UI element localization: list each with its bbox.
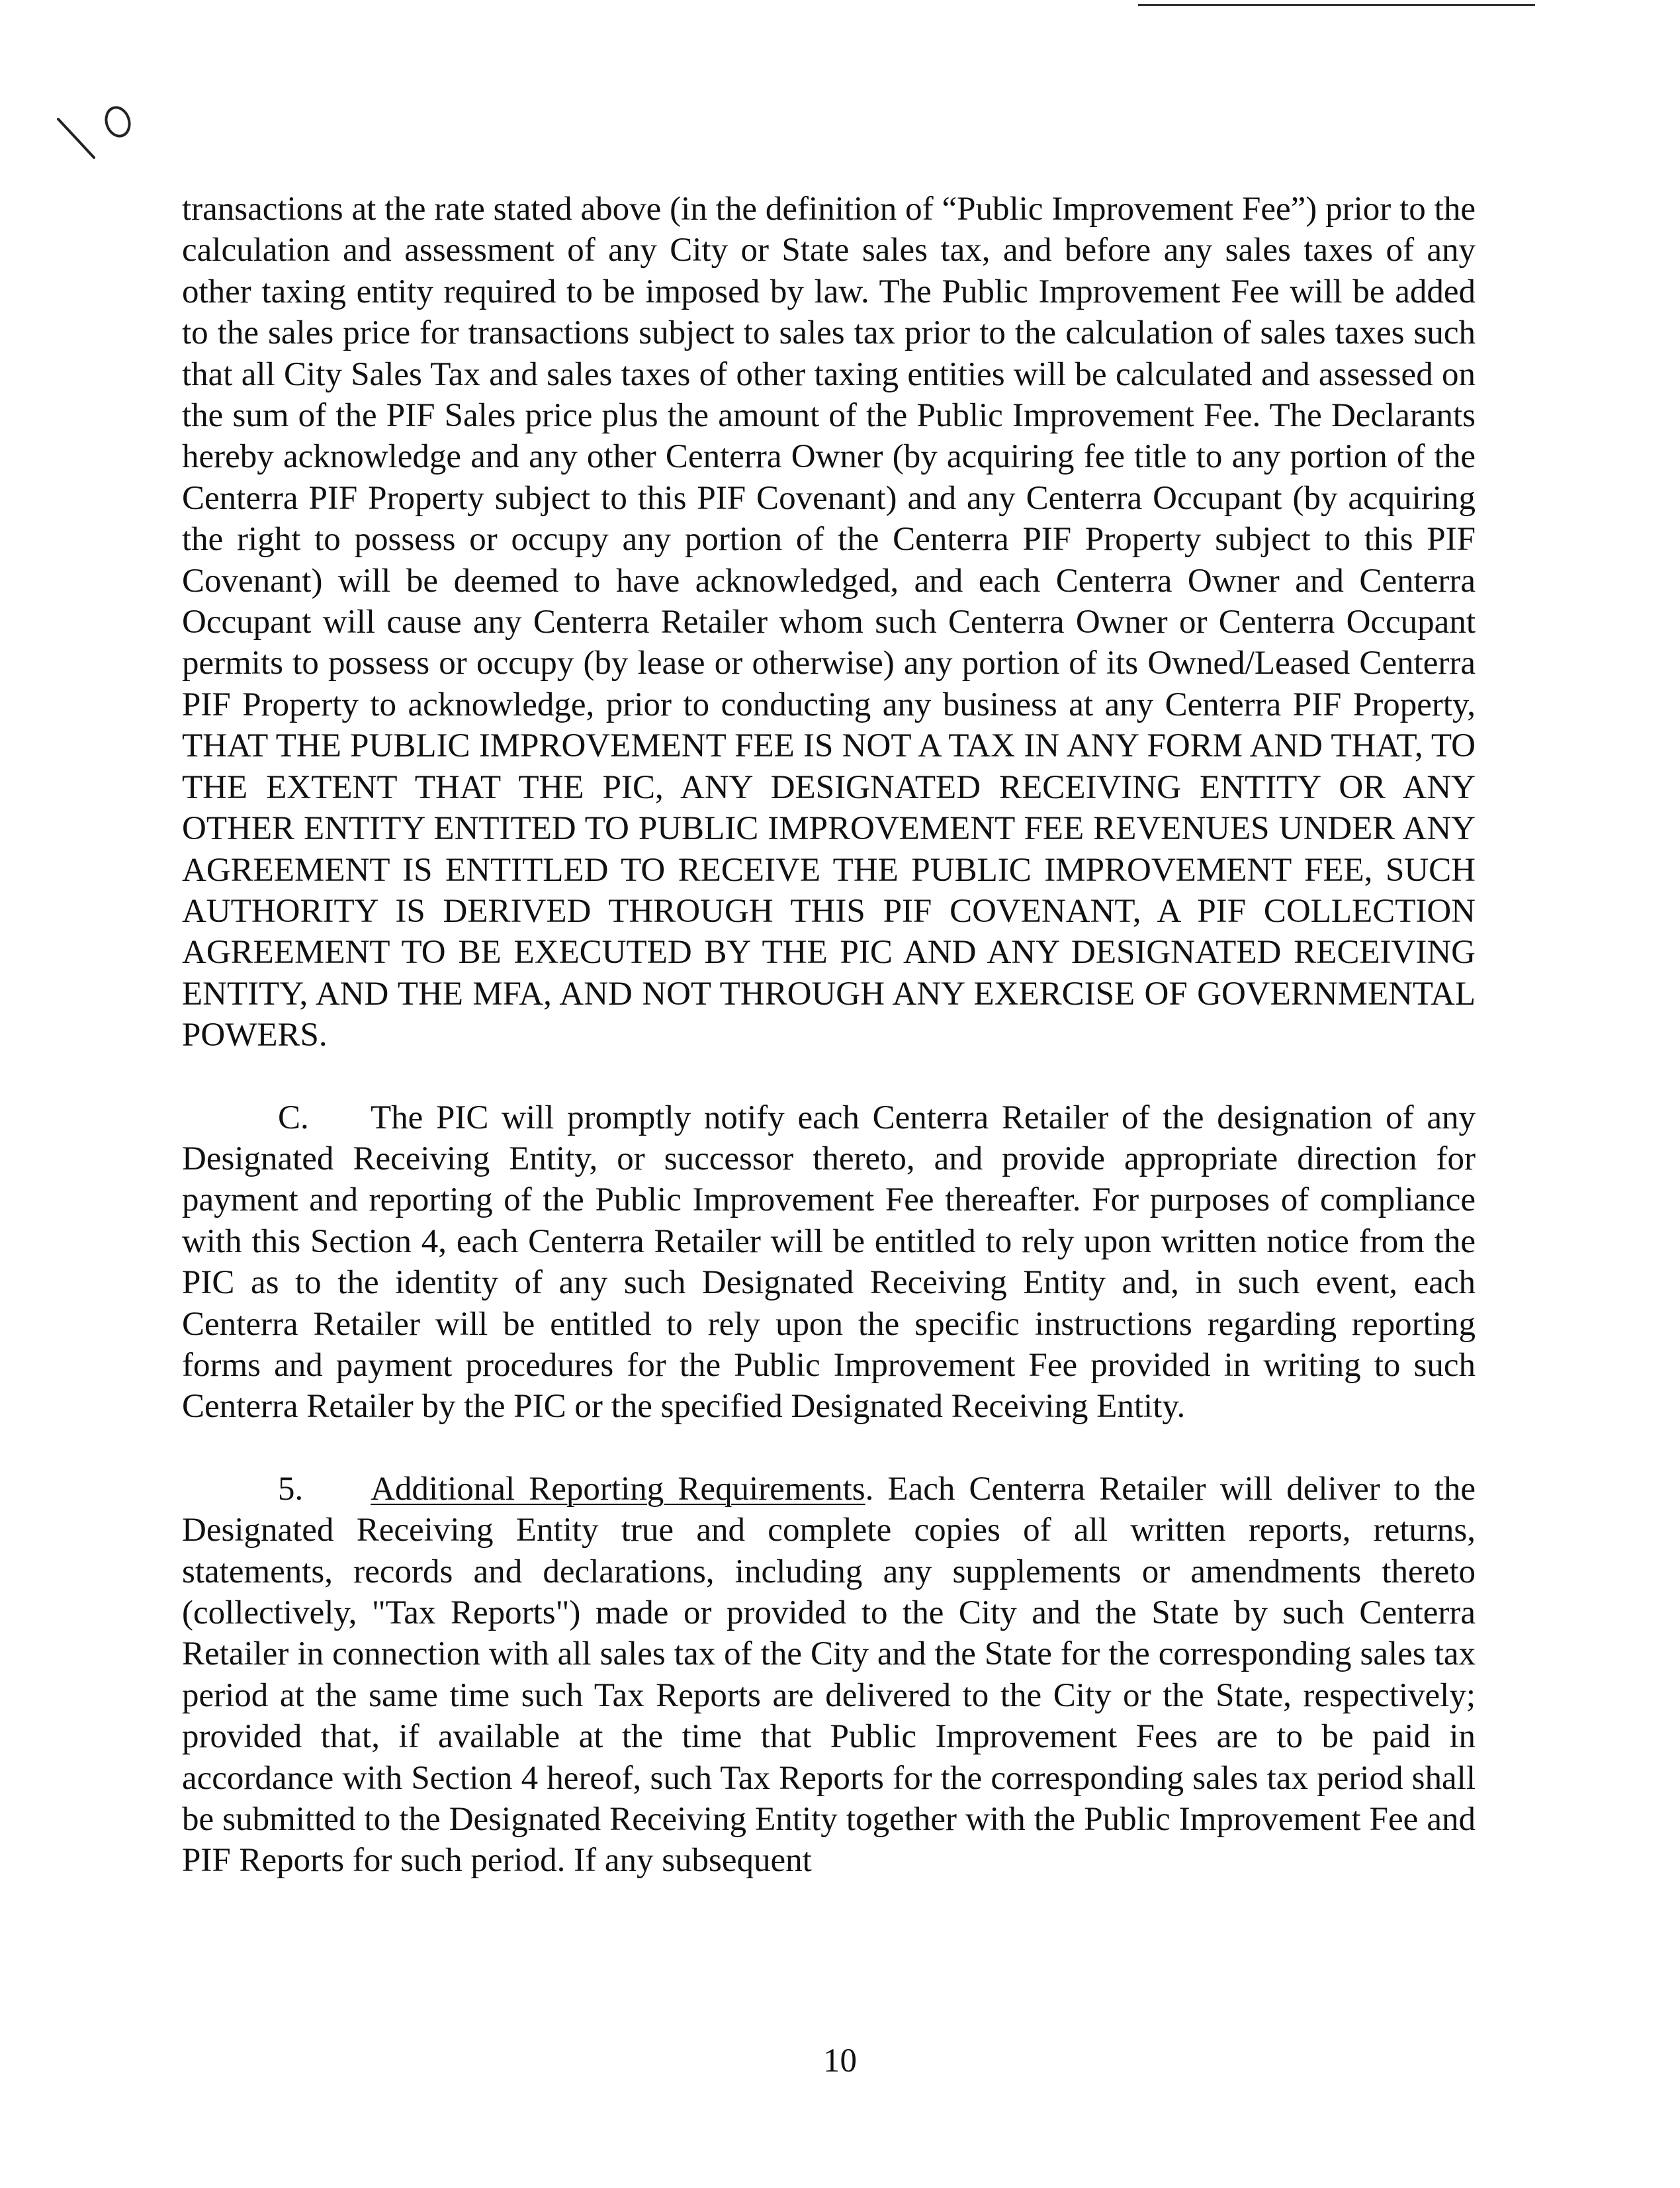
page-number: 10 (823, 2042, 857, 2079)
handwritten-page-mark (53, 99, 146, 172)
section-heading-punct: . (865, 1470, 874, 1508)
paragraph-text: Each Centerra Retailer will deliver to the Designated Receiving Entity true and complete copies of all written reports, returns, statements, records and declarations, including any supplements or amendments thereto (collectively, "Tax Reports") made or provided to the City and the State by such Centerra Retailer in connection with all sales tax of the City and the State for the corresponding sales tax period at the same time such Tax Reports are delivered to the City or the State, respectively; provided that, if available at the time that Public Improvement Fees are to be paid in accordance with Section 4 hereof, such Tax Reports for the corresponding sales tax period shall be submitted to the Designated Receiving Entity together with the Public Improvement Fee and PIF Reports for such period. If any subsequent (182, 1470, 1476, 1880)
paragraph-c (182, 1097, 1476, 1428)
section-heading: Additional Reporting Requirements (371, 1470, 865, 1508)
scan-artifact-line (1138, 4, 1535, 6)
paragraph-continuation (182, 189, 1476, 1056)
section-5 (182, 1469, 1476, 1882)
paragraph-marker: C. (278, 1099, 309, 1136)
paragraph-text: The PIC will promptly notify each Centerra Retailer of the designation of any Designated Receiving Entity, or successor thereto, and provide appropriate direction for payment and reporting of the Public Improvement Fee thereafter. For purposes of compliance with this Section 4, each Centerra Retailer will be entitled to rely upon written notice from the PIC as to the identity of any such Designated Receiving Entity and, in such event, each Centerra Retailer will be entitled to rely upon the specific instructions regarding reporting forms and payment procedures for the Public Improvement Fee provided in writing to such Centerra Retailer by the PIC or the specified Designated Receiving Entity. (182, 1099, 1476, 1426)
document-body (182, 189, 1476, 1882)
paragraph-text: transactions at the rate stated above (in the definition of “Public Improvement Fee”) prior to the calculation and assessment of any City or State sales tax, and before any sales taxes of any other taxing entity required to be imposed by law. The Public Improvement Fee will be added to the sales price for transactions subject to sales tax prior to the calculation of sales taxes such that all City Sales Tax and sales taxes of other taxing entities will be calculated and assessed on the sum of the PIF Sales price plus the amount of the Public Improvement Fee. The Declarants hereby acknowledge and any other Centerra Owner (by acquiring fee title to any portion of the Centerra PIF Property subject to this PIF Covenant) and any Centerra Occupant (by acquiring the right to possess or occupy any portion of the Centerra PIF Property subject to this PIF Covenant) will be deemed to have acknowledged, and each Centerra Owner and Centerra Occupant will cause any Centerra Retailer whom such Centerra Owner or Centerra Occupant permits to possess or occupy (by lease or otherwise) any portion of its Owned/Leased Centerra PIF Property to acknowledge, prior to conducting any business at any Centerra PIF Property, THAT THE PUBLIC IMPROVEMENT FEE IS NOT A TAX IN ANY FORM AND THAT, TO THE EXTENT THAT THE PIC, ANY DESIGNATED RECEIVING ENTITY OR ANY OTHER ENTITY ENTITED TO PUBLIC IMPROVEMENT FEE REVENUES UNDER ANY AGREEMENT IS ENTITLED TO RECEIVE THE PUBLIC IMPROVEMENT FEE, SUCH AUTHORITY IS DERIVED THROUGH THIS PIF COVENANT, A PIF COLLECTION AGREEMENT TO BE EXECUTED BY THE PIC AND ANY DESIGNATED RECEIVING ENTITY, AND THE MFA, AND NOT THROUGH ANY EXERCISE OF GOVERNMENTAL POWERS. (182, 191, 1476, 1054)
section-number: 5. (278, 1470, 304, 1508)
